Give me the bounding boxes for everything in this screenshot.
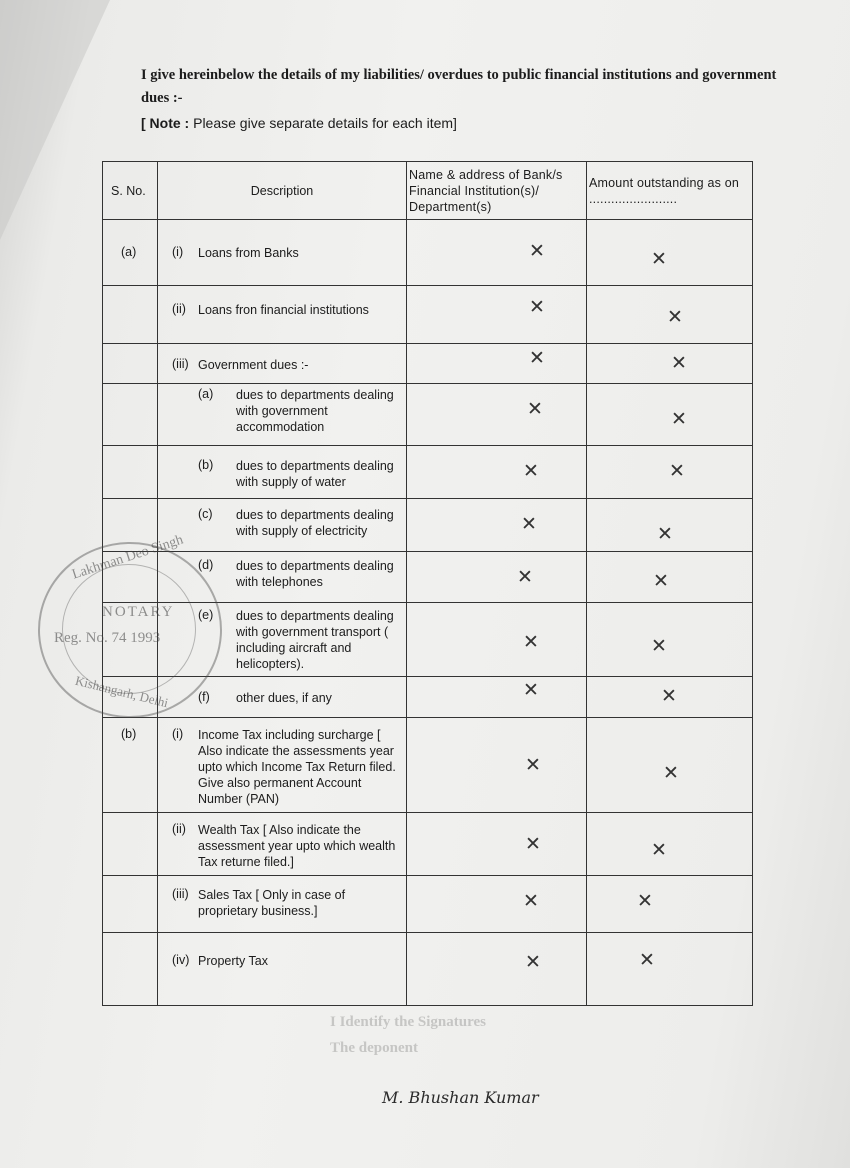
table-row bbox=[103, 876, 753, 933]
row-sub-letter: (a) bbox=[198, 387, 214, 401]
row-sub-letter: (f) bbox=[198, 690, 210, 704]
stamp-reg-no: Reg. No. 74 1993 bbox=[54, 630, 161, 646]
row-sno bbox=[103, 933, 158, 1006]
amount-mark-cell bbox=[587, 220, 753, 286]
row-text: Property Tax bbox=[198, 954, 268, 968]
row-number: (ii) bbox=[172, 302, 186, 316]
cross-mark: ✕ bbox=[529, 240, 545, 262]
amount-mark-cell bbox=[587, 603, 753, 677]
row-text: dues to departments dealing with government transport ( including aircraft and helicopters). bbox=[236, 609, 394, 671]
row-text: Income Tax including surcharge [ Also indicate the assessments year upto which Income Tax Return filed. Give also permanent Account Number (PAN) bbox=[198, 728, 396, 806]
row-number: (iii) bbox=[172, 357, 189, 371]
cross-mark: ✕ bbox=[525, 754, 541, 776]
cross-mark: ✕ bbox=[671, 352, 687, 374]
row-sno bbox=[103, 220, 158, 286]
header-description: Description bbox=[158, 162, 407, 220]
bank-mark-cell bbox=[407, 813, 587, 876]
table-row bbox=[103, 384, 753, 446]
cross-mark: ✕ bbox=[523, 631, 539, 653]
cross-mark: ✕ bbox=[637, 890, 653, 912]
row-sno bbox=[103, 384, 158, 446]
row-text: Loans fron financial institutions bbox=[198, 303, 369, 317]
bank-mark-cell bbox=[407, 384, 587, 446]
row-sno-text: (b) bbox=[121, 727, 137, 741]
row-text: Wealth Tax [ Also indicate the assessment year upto which wealth Tax returne filed.] bbox=[198, 823, 396, 869]
bank-mark-cell bbox=[407, 286, 587, 344]
bank-mark-cell bbox=[407, 677, 587, 718]
row-description bbox=[158, 933, 407, 1006]
bank-mark-cell bbox=[407, 718, 587, 813]
cross-mark: ✕ bbox=[669, 460, 685, 482]
page-heading: I give hereinbelow the details of my liabilities/ overdues to public financial institutions and government dues :- bbox=[141, 67, 777, 106]
cross-mark: ✕ bbox=[639, 949, 655, 971]
row-description bbox=[158, 718, 407, 813]
cross-mark: ✕ bbox=[529, 296, 545, 318]
table-row bbox=[103, 813, 753, 876]
stamp-name: Lakhman Deo Singh bbox=[70, 532, 186, 583]
row-text: Government dues :- bbox=[198, 358, 309, 372]
row-sno bbox=[103, 344, 158, 384]
bank-mark-cell bbox=[407, 876, 587, 933]
header-amount: Amount outstanding as on ........................ bbox=[587, 162, 753, 220]
row-text: dues to departments dealing with supply of water bbox=[236, 459, 394, 489]
row-description bbox=[158, 876, 407, 933]
bank-mark-cell bbox=[407, 603, 587, 677]
cross-mark: ✕ bbox=[527, 398, 543, 420]
bank-mark-cell bbox=[407, 344, 587, 384]
amount-mark-cell bbox=[587, 813, 753, 876]
row-text: dues to departments dealing with government accommodation bbox=[236, 388, 394, 434]
table-row bbox=[103, 718, 753, 813]
row-sno-text: (a) bbox=[121, 245, 137, 259]
bank-mark-cell bbox=[407, 499, 587, 552]
amount-mark-cell bbox=[587, 933, 753, 1006]
row-text: Sales Tax [ Only in case of proprietary business.] bbox=[198, 888, 346, 918]
row-sno bbox=[103, 813, 158, 876]
cross-mark: ✕ bbox=[523, 679, 539, 701]
cross-mark: ✕ bbox=[525, 951, 541, 973]
header-sno: S. No. bbox=[103, 162, 158, 220]
cross-mark: ✕ bbox=[517, 566, 533, 588]
cross-mark: ✕ bbox=[523, 460, 539, 482]
bank-mark-cell bbox=[407, 220, 587, 286]
table-row bbox=[103, 446, 753, 499]
amount-mark-cell bbox=[587, 286, 753, 344]
amount-mark-cell bbox=[587, 876, 753, 933]
cross-mark: ✕ bbox=[651, 248, 667, 270]
amount-mark-cell bbox=[587, 446, 753, 499]
row-number: (i) bbox=[172, 245, 184, 259]
row-number: (iv) bbox=[172, 953, 190, 967]
bleed-through-text: I Identify the Signatures bbox=[330, 1014, 486, 1030]
bleed-through-text: The deponent bbox=[330, 1040, 418, 1056]
cross-mark: ✕ bbox=[525, 833, 541, 855]
cross-mark: ✕ bbox=[651, 635, 667, 657]
cross-mark: ✕ bbox=[671, 408, 687, 430]
notary-stamp bbox=[38, 532, 222, 718]
cross-mark: ✕ bbox=[663, 762, 679, 784]
row-text: Loans from Banks bbox=[198, 246, 299, 260]
row-description bbox=[158, 499, 407, 552]
stamp-notary: NOTARY bbox=[102, 604, 175, 620]
row-sno bbox=[103, 876, 158, 933]
cross-mark: ✕ bbox=[521, 513, 537, 535]
cross-mark: ✕ bbox=[667, 306, 683, 328]
row-sno bbox=[103, 718, 158, 813]
bank-mark-cell bbox=[407, 446, 587, 499]
row-number: (ii) bbox=[172, 822, 186, 836]
table-row bbox=[103, 286, 753, 344]
row-description bbox=[158, 446, 407, 499]
row-description bbox=[158, 813, 407, 876]
row-description bbox=[158, 220, 407, 286]
note-text: Please give separate details for each item] bbox=[189, 115, 457, 131]
cross-mark: ✕ bbox=[523, 890, 539, 912]
bank-mark-cell bbox=[407, 933, 587, 1006]
row-sno bbox=[103, 286, 158, 344]
table-row bbox=[103, 933, 753, 1006]
row-number: (iii) bbox=[172, 887, 189, 901]
row-text: dues to departments dealing with telephones bbox=[236, 559, 394, 589]
note-label: [ Note : bbox=[141, 115, 190, 131]
table-header-row bbox=[103, 162, 753, 220]
table-row bbox=[103, 499, 753, 552]
cross-mark: ✕ bbox=[661, 685, 677, 707]
row-text: other dues, if any bbox=[236, 691, 332, 705]
cross-mark: ✕ bbox=[653, 570, 669, 592]
row-description bbox=[158, 384, 407, 446]
row-description bbox=[158, 286, 407, 344]
row-sub-letter: (c) bbox=[198, 507, 213, 521]
amount-mark-cell bbox=[587, 677, 753, 718]
row-sno bbox=[103, 446, 158, 499]
header-bank: Name & address of Bank/s Financial Institution(s)/ Department(s) bbox=[407, 162, 587, 220]
amount-mark-cell bbox=[587, 718, 753, 813]
handwritten-signature: M. Bhushan Kumar bbox=[382, 1088, 539, 1107]
cross-mark: ✕ bbox=[657, 523, 673, 545]
amount-mark-cell bbox=[587, 499, 753, 552]
row-text: dues to departments dealing with supply of electricity bbox=[236, 508, 394, 538]
row-sub-letter: (d) bbox=[198, 558, 214, 572]
page-fold-shadow bbox=[0, 0, 110, 240]
amount-mark-cell bbox=[587, 552, 753, 603]
row-sub-letter: (e) bbox=[198, 608, 214, 622]
amount-mark-cell bbox=[587, 344, 753, 384]
row-number: (i) bbox=[172, 727, 184, 741]
table-row bbox=[103, 220, 753, 286]
bank-mark-cell bbox=[407, 552, 587, 603]
table-row bbox=[103, 344, 753, 384]
amount-mark-cell bbox=[587, 384, 753, 446]
note-line bbox=[141, 115, 457, 131]
cross-mark: ✕ bbox=[651, 839, 667, 861]
stamp-place: Kishangarh, Delhi bbox=[73, 672, 170, 711]
row-sub-letter: (b) bbox=[198, 458, 214, 472]
cross-mark: ✕ bbox=[529, 347, 545, 369]
row-description bbox=[158, 344, 407, 384]
